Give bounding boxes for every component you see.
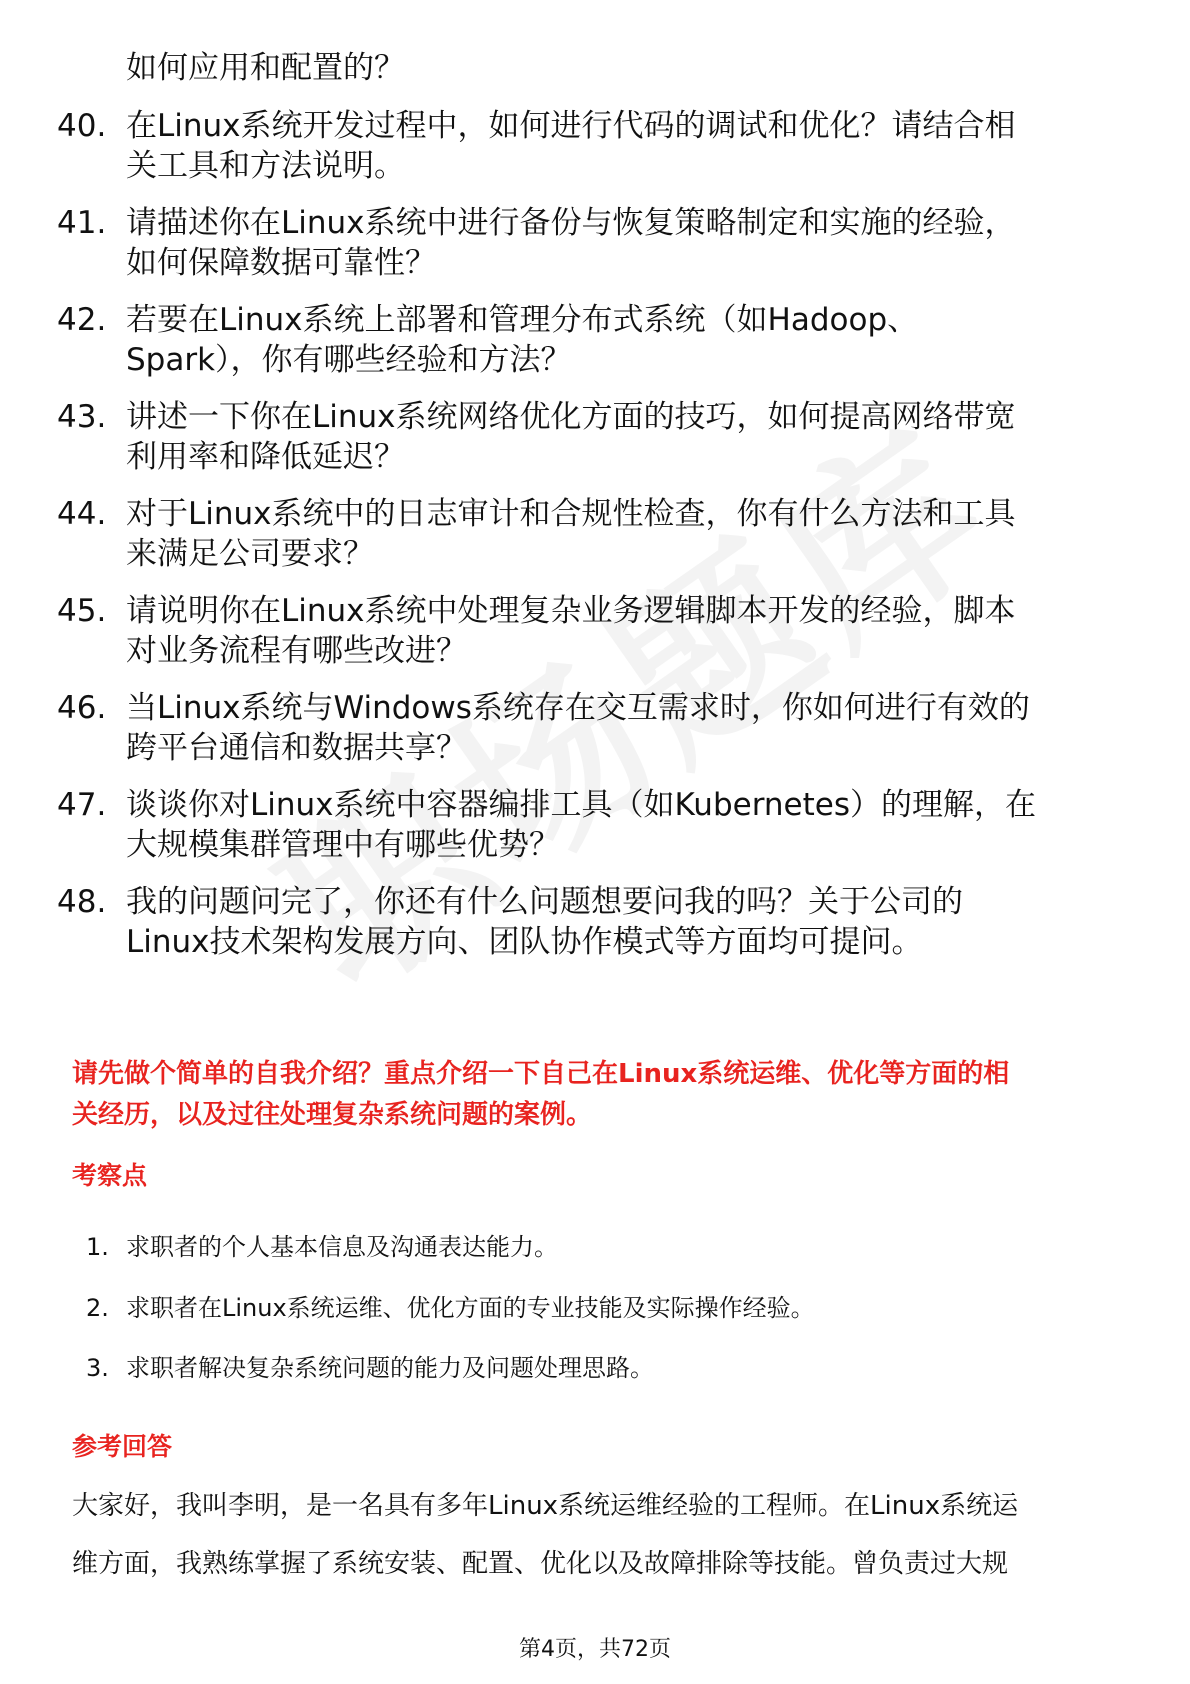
answer-line: 维方面，我熟练掌握了系统安装、配置、优化以及故障排除等技能。曾负责过大规 — [72, 1549, 1009, 1579]
question-line: 如何保障数据可靠性？ — [126, 245, 436, 281]
question-number: 47. — [57, 787, 107, 823]
question-number: 41. — [57, 205, 107, 241]
featured-question-line: 关经历，以及过往处理复杂系统问题的案例。 — [72, 1100, 593, 1130]
question-line: Spark），你有哪些经验和方法？ — [126, 342, 572, 378]
question-number: 48. — [57, 884, 107, 920]
question-text — [126, 882, 1131, 962]
question-number: 45. — [57, 593, 107, 629]
exam-point-text: 求职者的个人基本信息及沟通表达能力。 — [126, 1233, 558, 1261]
featured-question-line: 请先做个简单的自我介绍？重点介绍一下自己在Linux系统运维、优化等方面的相 — [72, 1059, 1010, 1089]
question-text — [126, 106, 1131, 186]
page-footer: 第4页，共72页 — [519, 1637, 671, 1662]
question-line: 来满足公司要求？ — [126, 536, 374, 572]
question-line: 大规模集群管理中有哪些优势？ — [126, 827, 560, 863]
question-text — [126, 688, 1131, 768]
exam-point-number: 2. — [86, 1294, 109, 1322]
question-text — [126, 591, 1131, 671]
exam-point-text: 求职者在Linux系统运维、优化方面的专业技能及实际操作经验。 — [126, 1294, 815, 1322]
question-number: 46. — [57, 690, 107, 726]
question-line: 利用率和降低延迟？ — [126, 439, 405, 475]
question-line: 讲述一下你在Linux系统网络优化方面的技巧，如何提高网络带宽 — [126, 399, 1016, 435]
question-text — [126, 300, 1131, 380]
question-line: 谈谈你对Linux系统中容器编排工具（如Kubernetes）的理解，在 — [126, 787, 1037, 823]
question-text — [126, 494, 1131, 574]
exam-point-number: 1. — [86, 1233, 109, 1261]
question-text — [126, 785, 1131, 865]
question-text — [126, 203, 1131, 283]
question-line: 跨平台通信和数据共享？ — [126, 730, 467, 766]
featured-question — [72, 1054, 1132, 1136]
reference-answer-heading: 参考回答 — [72, 1432, 173, 1461]
question-text — [126, 397, 1131, 477]
question-line: 关工具和方法说明。 — [126, 148, 405, 184]
exam-points-heading: 考察点 — [72, 1161, 148, 1190]
question-line: 对于Linux系统中的日志审计和合规性检查，你有什么方法和工具 — [126, 496, 1016, 532]
continuation-text: 如何应用和配置的？ — [126, 50, 405, 86]
question-number: 43. — [57, 399, 107, 435]
exam-point-number: 3. — [86, 1354, 109, 1382]
question-line: 请描述你在Linux系统中进行备份与恢复策略制定和实施的经验， — [126, 205, 1016, 241]
question-number: 44. — [57, 496, 107, 532]
question-line: 在Linux系统开发过程中，如何进行代码的调试和优化？请结合相 — [126, 108, 1016, 144]
question-line: 若要在Linux系统上部署和管理分布式系统（如Hadoop、 — [126, 302, 919, 338]
question-line: 对业务流程有哪些改进？ — [126, 633, 467, 669]
question-number: 42. — [57, 302, 107, 338]
exam-point-text: 求职者解决复杂系统问题的能力及问题处理思路。 — [126, 1354, 654, 1382]
reference-answer-body — [72, 1477, 1132, 1593]
question-line: 我的问题问完了，你还有什么问题想要问我的吗？关于公司的 — [126, 884, 963, 920]
answer-line: 大家好，我叫李明，是一名具有多年Linux系统运维经验的工程师。在Linux系统运 — [72, 1491, 1019, 1521]
question-line: 当Linux系统与Windows系统存在交互需求时，你如何进行有效的 — [126, 690, 1030, 726]
question-number: 40. — [57, 108, 107, 144]
question-line: Linux技术架构发展方向、团队协作模式等方面均可提问。 — [126, 924, 923, 960]
question-line: 请说明你在Linux系统中处理复杂业务逻辑脚本开发的经验，脚本 — [126, 593, 1016, 629]
